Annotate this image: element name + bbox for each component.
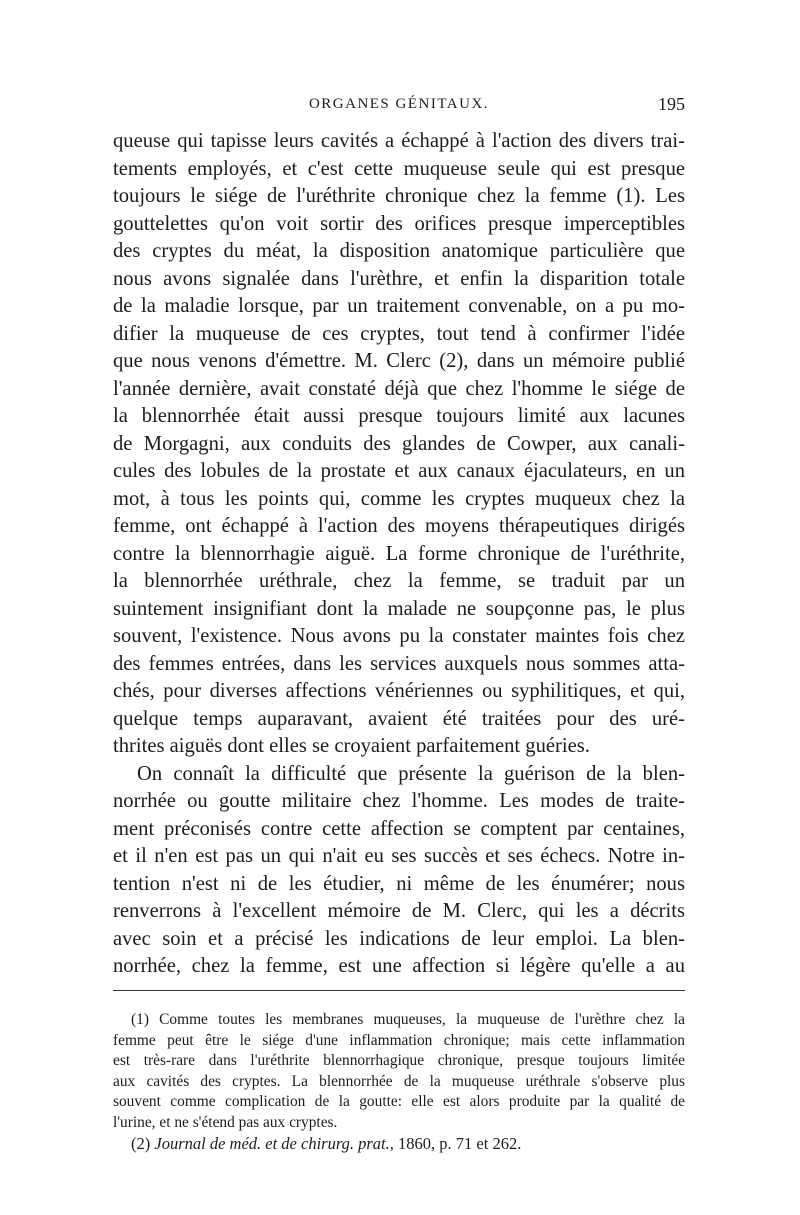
body-line: tention n'est ni de les étudier, ni même de les énumérer; nous [113,872,685,895]
body-line: chés, pour diverses affections vénériennes ou syphilitiques, et qui, [113,680,685,702]
body-line: norrhée ou goutte militaire chez l'homme. Les modes de traite- [113,790,685,812]
body-line: queuse qui tapisse leurs cavités a échappé à l'action des divers trai- [113,130,685,152]
body-line: tements employés, et c'est cette muqueuse seule qui est presque [113,157,685,180]
footnote-1-line: aux cavités des cryptes. La blennorrhée de la muqueuse uréthrale s'observe plus [113,1072,685,1090]
page-number: 195 [658,94,685,114]
body-line: et il n'en est pas un qui n'ait eu ses succès et ses échecs. Notre in- [113,845,685,867]
body-line: mot, à tous les points qui, comme les cryptes muqueux chez la [113,487,685,510]
body-line: la blennorrhée uréthrale, chez la femme, se traduit par un [113,570,685,592]
page-header [113,96,685,122]
footnote-1-line: (1) Comme toutes les membranes muqueuses, la muqueuse de l'urèthre chez la [131,1011,685,1028]
body-line: suintement insignifiant dont la malade ne soupçonne pas, le plus [113,597,685,620]
body-line: quelque temps auparavant, avaient été traitées pour des uré- [113,707,685,730]
body-line: de la maladie lorsque, par un traitement convenable, on a pu mo- [113,295,685,317]
body-line: toujours le siége de l'uréthrite chronique chez la femme (1). Les [113,185,685,207]
body-line: souvent, l'existence. Nous avons pu la constater maintes fois chez [113,625,685,647]
body-line: difier la muqueuse de ces cryptes, tout tend à confirmer l'idée [113,322,685,345]
footnotes [113,1010,685,1155]
body-line: ment préconisés contre cette affection se comptent par centaines, [113,817,685,840]
body-line: renverrons à l'excellent mémoire de M. Clerc, qui les a décrits [113,900,685,922]
footnote-2 [113,1133,685,1155]
body-line: contre la blennorrhagie aiguë. La forme chronique de l'uréthrite, [113,542,685,565]
footnote-2-reference: 1860, p. 71 et 262. [398,1134,522,1153]
body-line: femme, ont échappé à l'action des moyens thérapeutiques dirigés [113,515,685,537]
body-line: que nous venons d'émettre. M. Clerc (2), dans un mémoire publié [113,350,685,372]
body-line: des femmes entrées, dans les services auxquels nous sommes atta- [113,652,685,675]
body-line: des cryptes du méat, la disposition anatomique particulière que [113,240,685,262]
body-line: On connaît la difficulté que présente la guérison de la blen- [137,762,685,785]
body-line: thrites aiguës dont elles se croyaient parfaitement guéries. [113,735,590,757]
footnote-1-line: femme peut être le siége d'une inflammation chronique; mais cette inflammation [113,1031,685,1049]
body-text [113,128,685,981]
footnote-1-line: est très-rare dans l'uréthrite blennorrhagique chronique, presque toujours limitée [113,1052,685,1069]
body-line: nous avons signalée dans l'urèthre, et enfin la disparition totale [113,267,685,290]
body-line: la blennorrhée était aussi presque toujours limité aux lacunes [113,405,685,427]
body-line: avec soin et a précisé les indications de leur emploi. La blen- [113,927,685,950]
body-line: norrhée, chez la femme, est une affection si légère qu'elle a au [113,955,685,977]
body-line: l'année dernière, avait constaté déjà que chez l'homme le siége de [113,377,685,400]
running-title: ORGANES GÉNITAUX. [308,96,490,112]
footnote-1-line: l'urine, et ne s'étend pas aux cryptes. [113,1113,338,1131]
footnote-1-line: souvent comme complication de la goutte: elle est alors produite par la qualité de [113,1093,685,1110]
footnote-2-marker: (2) [131,1134,151,1153]
body-line: de Morgagni, aux conduits des glandes de Cowper, aux canali- [113,432,685,455]
body-line: cules des lobules de la prostate et aux canaux éjaculateurs, en un [113,460,685,482]
footnote-2-journal: Journal de méd. et de chirurg. prat., [154,1134,394,1153]
body-line: gouttelettes qu'on voit sortir des orifices presque imperceptibles [113,212,685,235]
footnote-rule [113,990,685,991]
